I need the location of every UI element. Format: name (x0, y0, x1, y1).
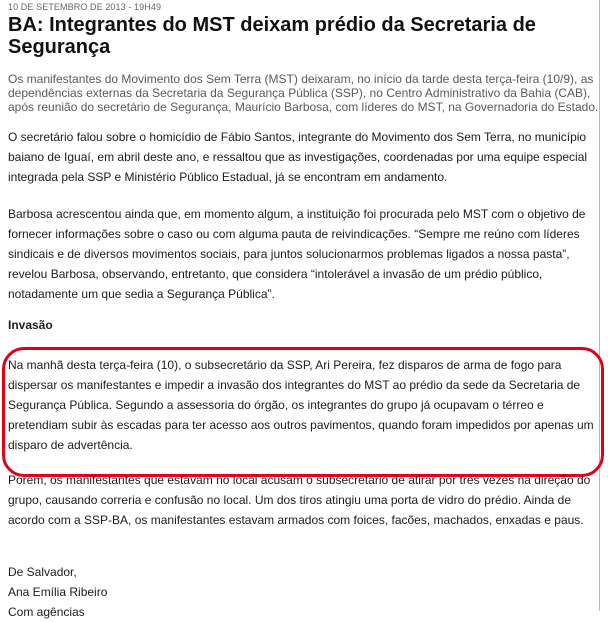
article-paragraph-2: Barbosa acrescentou ainda que, em momento algum, a instituição foi procurada pelo MST com o objetivo de fornecer informações sobre o caso ou com alguma pauta de reivindicações. “Sempre me reúno com líderes sindicais e de diversos movimentos sociais, para juntos solucionarmos problemas ligados a nossa pasta”, revelou Barbosa, observando, entretanto, que considera “intolerável a invasão de um prédio público, notadamente um que sedia a Segurança Pública”. (8, 207, 586, 301)
signoff-author: Ana Emília Ribeiro (8, 585, 108, 599)
article-paragraph-3: Na manhã desta terça-feira (10), o subsecretário da SSP, Ari Pereira, fez disparos de arma de fogo para dispersar os manifestantes e impedir a invasão dos integrantes do MST ao prédio da sede da Secretaria de Segurança Pública. Segundo a assessoria do órgão, os integrantes do grupo já ocupavam o térreo e pretendiam subir às escadas para ter acesso aos outros pavimentos, quando foram impedidos por apenas um disparo de advertência. (8, 358, 594, 452)
article-subheading: Invasão (8, 318, 53, 332)
article-dateline: 10 DE SETEMBRO DE 2013 - 19H49 (8, 2, 162, 12)
article-headline: BA: Integrantes do MST deixam prédio da Secretaria de Segurança (8, 14, 536, 58)
article-paragraph-4: Porém, os manifestantes que estavam no local acusam o subsecretário de atirar por três vezes na direção do grupo, causando correria e confusão no local. Um dos tiros atingiu uma porta de vidro do prédio. Ainda de acordo com a SSP-BA, os manifestantes estavam armados com foices, facões, machados, enxadas e paus. (8, 473, 591, 527)
signoff-location: De Salvador, (8, 565, 77, 579)
signoff-source: Com agências (8, 605, 85, 619)
article-signoff (8, 562, 308, 622)
article-paragraph-1: O secretário falou sobre o homicídio de Fábio Santos, integrante do Movimento dos Sem Terra, no município baiano de Iguaí, em abril deste ano, e ressaltou que as investigações, coordenadas por uma equipe especial integrada pela SSP e Ministério Público Estadual, já se encontram em andamento. (8, 130, 588, 184)
article-lead: Os manifestantes do Movimento dos Sem Terra (MST) deixaram, no início da tarde desta terça-feira (10/9), as dependências externas da Secretaria da Segurança Pública (SSP), no Centro Administrativo da Bahia (CAB), após reunião do secretário de Segurança, Maurício Barbosa, com líderes do MST, na Governadoria do Estado. (8, 72, 599, 114)
